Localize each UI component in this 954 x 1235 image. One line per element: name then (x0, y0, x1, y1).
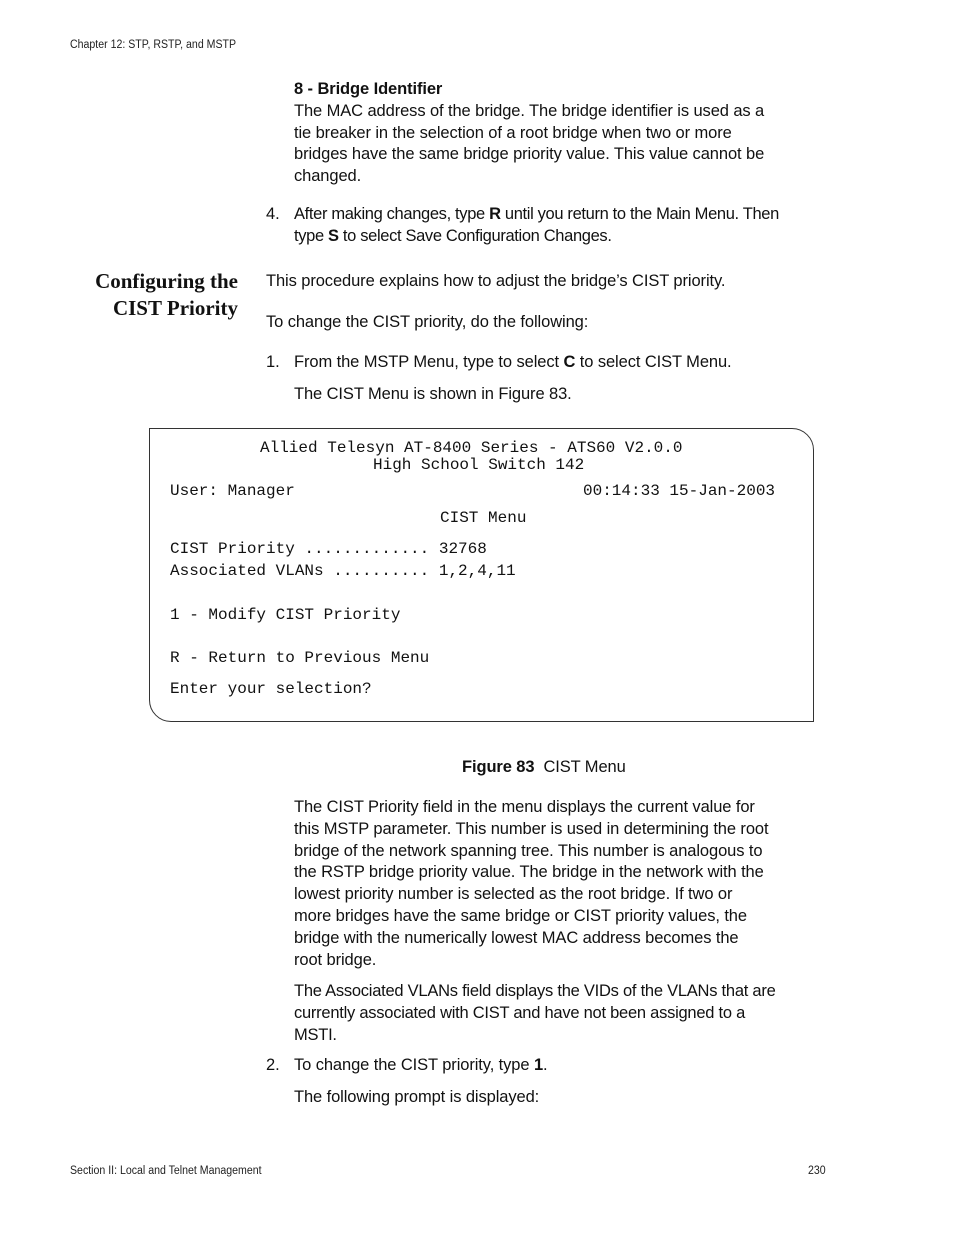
cist-priority-paragraph: The CIST Priority field in the menu displays the current value for this MSTP parameter. This number is used in determining the root bridge of the network spanning tree. This number is analogous to the RSTP bridge priority value. The bridge in the network with the lowest priority number is selected as the root bridge. If two or more bridges have the same bridge or CIST priority values, the bridge with the numerically lowest MAC address becomes the root bridge. (294, 798, 769, 969)
key-s: S (328, 226, 339, 245)
step-1-text: From the MSTP Menu, type to select C to select CIST Menu. (294, 353, 732, 371)
step-2-text: To change the CIST priority, type 1. (294, 1056, 548, 1074)
terminal-option-return: R - Return to Previous Menu (170, 649, 430, 667)
section-heading: Configuring the CIST Priority (95, 269, 238, 320)
step-1-number: 1. (266, 353, 280, 371)
terminal-user: User: Manager (170, 482, 295, 500)
associated-vlans-paragraph: The Associated VLANs field displays the VIDs of the VLANs that are currently associated with CIST and have not been assigned to a MSTI. (294, 982, 776, 1044)
key-1: 1 (533, 1056, 544, 1074)
bridge-identifier-line: The MAC address of the bridge. The bridge identifier is used as a (294, 101, 765, 120)
key-c: C (563, 353, 576, 371)
bridge-identifier-title: 8 - Bridge Identifier (294, 80, 443, 98)
section-lead: To change the CIST priority, do the following: (266, 313, 589, 331)
terminal-option-modify: 1 - Modify CIST Priority (170, 606, 401, 624)
running-footer-section: Section II: Local and Telnet Management (70, 1165, 262, 1177)
running-header: Chapter 12: STP, RSTP, and MSTP (70, 39, 237, 51)
bridge-identifier-line: bridges have the same bridge priority value. This value cannot be (294, 145, 765, 164)
page-number: 230 (808, 1165, 826, 1177)
step-2-number: 2. (266, 1056, 280, 1074)
step-4-text: After making changes, type R until you return to the Main Menu. Then type S to select Save Configuration Changes. (294, 205, 779, 245)
step-2-note: The following prompt is displayed: (294, 1088, 540, 1106)
figure-caption (462, 757, 626, 779)
terminal-title-line2: High School Switch 142 (373, 456, 585, 474)
bridge-identifier-block (294, 79, 834, 188)
figure-title: CIST Menu (543, 758, 626, 776)
section-intro: This procedure explains how to adjust the bridge’s CIST priority. (266, 272, 726, 290)
terminal-field-associated-vlans: Associated VLANs .......... 1,2,4,11 (170, 562, 516, 580)
bridge-identifier-line: changed. (294, 167, 362, 186)
terminal-timestamp: 00:14:33 15-Jan-2003 (583, 482, 776, 500)
figure-label: Figure 83 (462, 758, 535, 776)
key-r: R (489, 205, 501, 223)
step-4-number: 4. (266, 205, 280, 223)
terminal-title-line1: Allied Telesyn AT-8400 Series - ATS60 V2.0.0 (260, 439, 683, 457)
terminal-field-cist-priority: CIST Priority ............. 32768 (170, 540, 487, 558)
terminal-menu-title: CIST Menu (440, 509, 527, 527)
step-1-note: The CIST Menu is shown in Figure 83. (294, 385, 572, 403)
terminal-prompt: Enter your selection? (170, 680, 372, 698)
bridge-identifier-line: tie breaker in the selection of a root bridge when two or more (294, 123, 732, 142)
